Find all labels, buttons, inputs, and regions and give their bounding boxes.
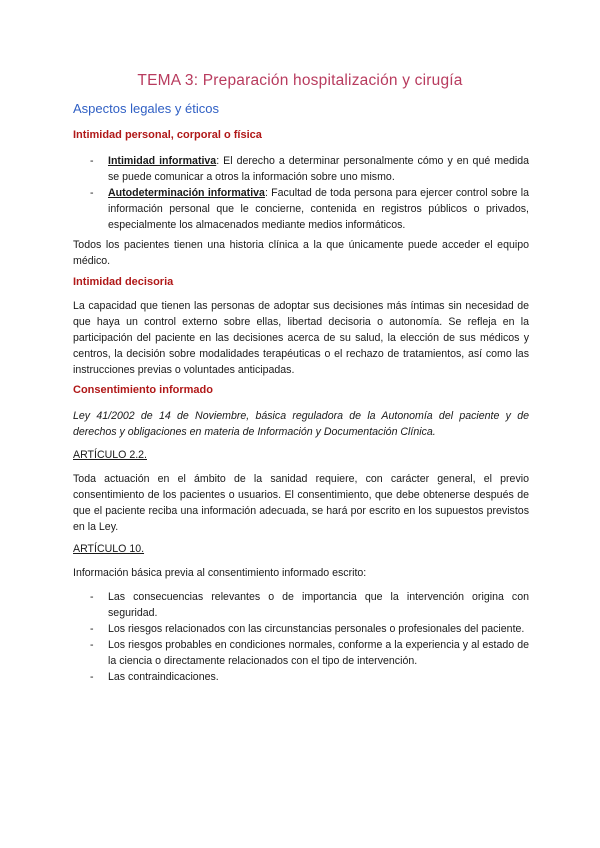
list-item: [73, 621, 529, 637]
bullet-dash: -: [90, 155, 94, 167]
subheading-consentimiento: Consentimiento informado: [73, 384, 213, 396]
list-item: [73, 637, 529, 669]
list-item: [73, 185, 529, 233]
article-10-list: [73, 589, 529, 685]
term-intimidad-informativa: Intimidad informativa: [108, 155, 217, 167]
historia-clinica-note: Todos los pacientes tienen una historia clínica a la que únicamente puede acceder el equipo médico.: [73, 239, 529, 267]
list-item: [73, 589, 529, 621]
section-heading: Aspectos legales y éticos: [73, 101, 219, 116]
intimidad-personal-list: [73, 153, 529, 233]
bullet-dash: -: [90, 639, 94, 651]
list-item-text: Los riesgos probables en condiciones normales, conforme a la experiencia y al estado de la ciencia o directamente relacionados con el tipo de intervención.: [108, 639, 529, 667]
definition-text: : El derecho a determinar personalmente cómo y en qué medida se puede comunicar a otros la información sobre uno mismo.: [108, 155, 529, 183]
intimidad-decisoria-text: La capacidad que tienen las personas de adoptar sus decisiones más íntimas sin necesidad de que haya un control externo sobre ellas, libertad decisoria o autonomía. Se refleja en la participación del paciente en las decisiones acerca de su salud, la elección de sus médicos y centros, la decisión sobre modalidades terapéuticas o el rechazo de tratamientos, así como las instrucciones previas o voluntades anticipadas.: [73, 300, 529, 376]
bullet-dash: -: [90, 187, 94, 199]
bullet-dash: -: [90, 671, 94, 683]
list-item: [73, 153, 529, 185]
article-2-2-text: Toda actuación en el ámbito de la sanidad requiere, con carácter general, el previo consentimiento de los pacientes o usuarios. El consentimiento, que debe obtenerse después de que el paciente reciba una información adecuada, se hará por escrito en los supuestos previstos en la Ley.: [73, 473, 529, 533]
bullet-dash: -: [90, 591, 94, 603]
page-title: TEMA 3: Preparación hospitalización y cirugía: [137, 72, 463, 89]
article-2-2-label: ARTÍCULO 2.2.: [73, 449, 147, 461]
article-10-label: ARTÍCULO 10.: [73, 543, 145, 555]
subheading-intimidad-personal: Intimidad personal, corporal o física: [73, 129, 262, 141]
article-10-intro: Información básica previa al consentimiento informado escrito:: [73, 567, 367, 579]
law-reference: Ley 41/2002 de 14 de Noviembre, básica reguladora de la Autonomía del paciente y de derechos y obligaciones en materia de Información y Documentación Clínica.: [73, 410, 529, 438]
list-item-text: Las consecuencias relevantes o de importancia que la intervención origina con seguridad.: [108, 591, 529, 619]
list-item-text: Las contraindicaciones.: [108, 671, 219, 683]
list-item: [73, 669, 529, 685]
bullet-dash: -: [90, 623, 94, 635]
term-autodeterminacion-informativa: Autodeterminación informativa: [108, 187, 265, 199]
list-item-text: Los riesgos relacionados con las circunstancias personales o profesionales del paciente.: [108, 623, 525, 635]
definition-text: : Facultad de toda persona para ejercer control sobre la información personal que le concierne, contenida en registros públicos o privados, especialmente los almacenados mediante medios informáticos.: [108, 187, 529, 231]
subheading-intimidad-decisoria: Intimidad decisoria: [73, 276, 174, 288]
